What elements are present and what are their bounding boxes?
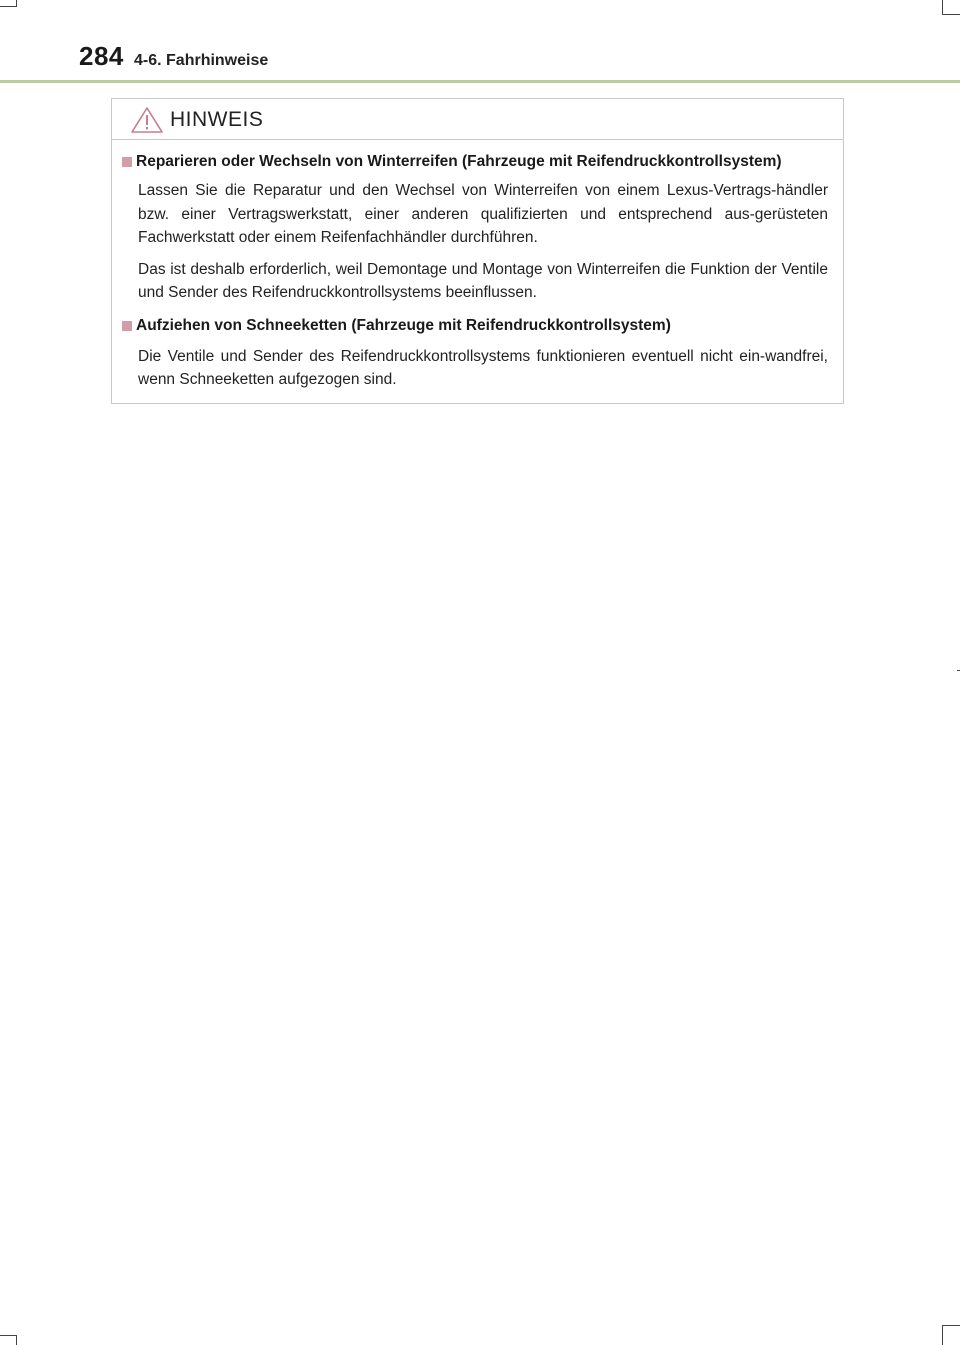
notice-body xyxy=(112,151,842,392)
crop-mark xyxy=(942,0,943,14)
warning-triangle-icon xyxy=(130,106,164,134)
notice-paragraph: Lassen Sie die Reparatur und den Wechsel von Winterreifen von einem Lexus-Vertrags-händler bzw. einer Vertragswerkstatt, einer anderen qualifizierten und entsprechend aus-gerüsteten Fachwerkstatt oder einem Reifenfachhändler durchführen. xyxy=(138,182,828,246)
notice-header xyxy=(112,99,843,140)
section-title: 4-6. Fahrhinweise xyxy=(134,52,269,69)
notice-item-heading-text: Aufziehen von Schneeketten (Fahrzeuge mit Reifendruckkontrollsystem) xyxy=(136,316,671,334)
notice-item-heading xyxy=(112,315,842,337)
notice-box xyxy=(111,98,844,404)
crop-mark xyxy=(16,0,17,7)
crop-mark xyxy=(942,14,960,15)
notice-item-heading-text: Reparieren oder Wechseln von Winterreifen (Fahrzeuge mit Reifendruckkontrollsystem) xyxy=(136,153,782,170)
crop-mark xyxy=(942,1325,943,1345)
notice-paragraph: Das ist deshalb erforderlich, weil Demontage und Montage von Winterreifen die Funktion der Ventile und Sender des Reifendruckkontrollsystems beeinflussen. xyxy=(138,260,828,301)
notice-item-heading xyxy=(112,151,842,173)
header-rule xyxy=(0,80,960,83)
crop-mark xyxy=(16,1335,17,1345)
notice-title: HINWEIS xyxy=(170,108,264,131)
crop-mark xyxy=(0,6,16,7)
notice-paragraph: Die Ventile und Sender des Reifendruckkontrollsystems funktionieren eventuell nicht ein-wandfrei, wenn Schneeketten aufgezogen sind. xyxy=(138,347,828,388)
square-bullet-icon xyxy=(122,321,132,331)
square-bullet-icon xyxy=(122,157,132,167)
crop-mark xyxy=(942,1325,960,1326)
crop-mark xyxy=(0,1335,16,1336)
page-number: 284 xyxy=(79,41,124,71)
